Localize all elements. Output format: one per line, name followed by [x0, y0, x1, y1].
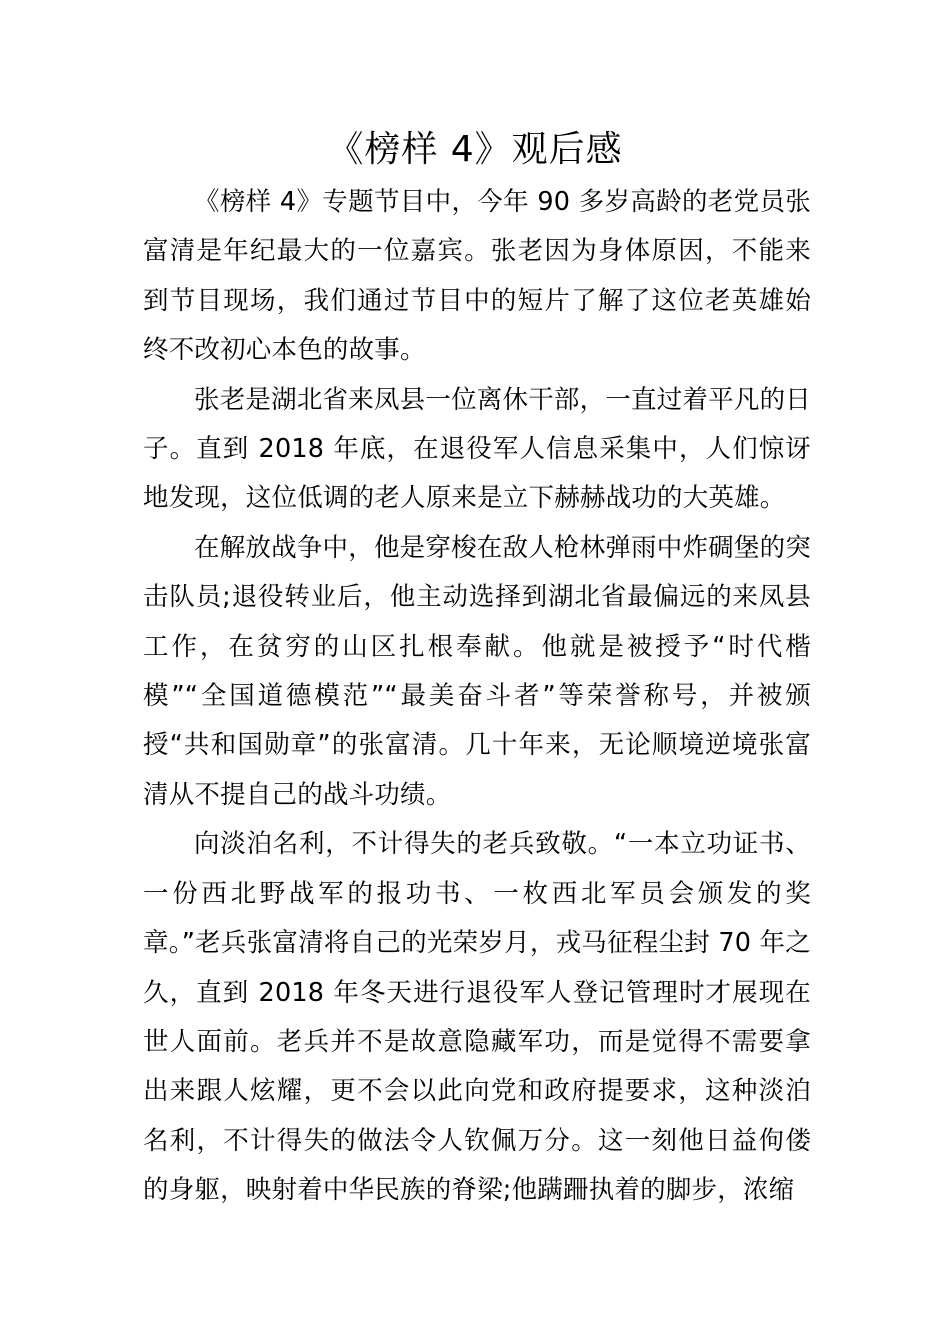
paragraph-1: 《榜样 4》专题节目中，今年 90 多岁高龄的老党员张富清是年纪最大的一位嘉宾。张老因为身体原因，不能来到节目现场，我们通过节目中的短片了解了这位老英雄始终不改初心本色的故事。 [143, 187, 811, 366]
document-body [143, 178, 811, 1216]
paragraph-4: 向淡泊名利，不计得失的老兵致敬。“一本立功证书、一份西北野战军的报功书、一枚西北军员会颁发的奖章。”老兵张富清将自己的光荣岁月，戎马征程尘封 70 年之久，直到 2018 年冬天进行退役军人登记管理时才展现在世人面前。老兵并不是故意隐藏军功，而是觉得不需要拿出来跟人炫耀，更不会以此向党和政府提要求，这种淡泊名利，不计得失的做法令人钦佩万分。这一刻他日益佝偻的身躯，映射着中华民族的脊梁;他蹒跚执着的脚步，浓缩 [143, 829, 811, 1206]
paragraph-3: 在解放战争中，他是穿梭在敌人枪林弹雨中炸碉堡的突击队员;退役转业后，他主动选择到湖北省最偏远的来凤县工作，在贫穷的山区扎根奉献。他就是被授予“时代楷模”“全国道德模范”“最美奋斗者”等荣誉称号，并被颁授“共和国勋章”的张富清。几十年来，无论顺境逆境张富清从不提自己的战斗功绩。 [143, 532, 811, 810]
document-title: 《榜样 4》观后感 [327, 129, 623, 170]
paragraph-2: 张老是湖北省来凤县一位离休干部，一直过着平凡的日子。直到 2018 年底，在退役军人信息采集中，人们惊讶地发现，这位低调的老人原来是立下赫赫战功的大英雄。 [143, 384, 811, 514]
